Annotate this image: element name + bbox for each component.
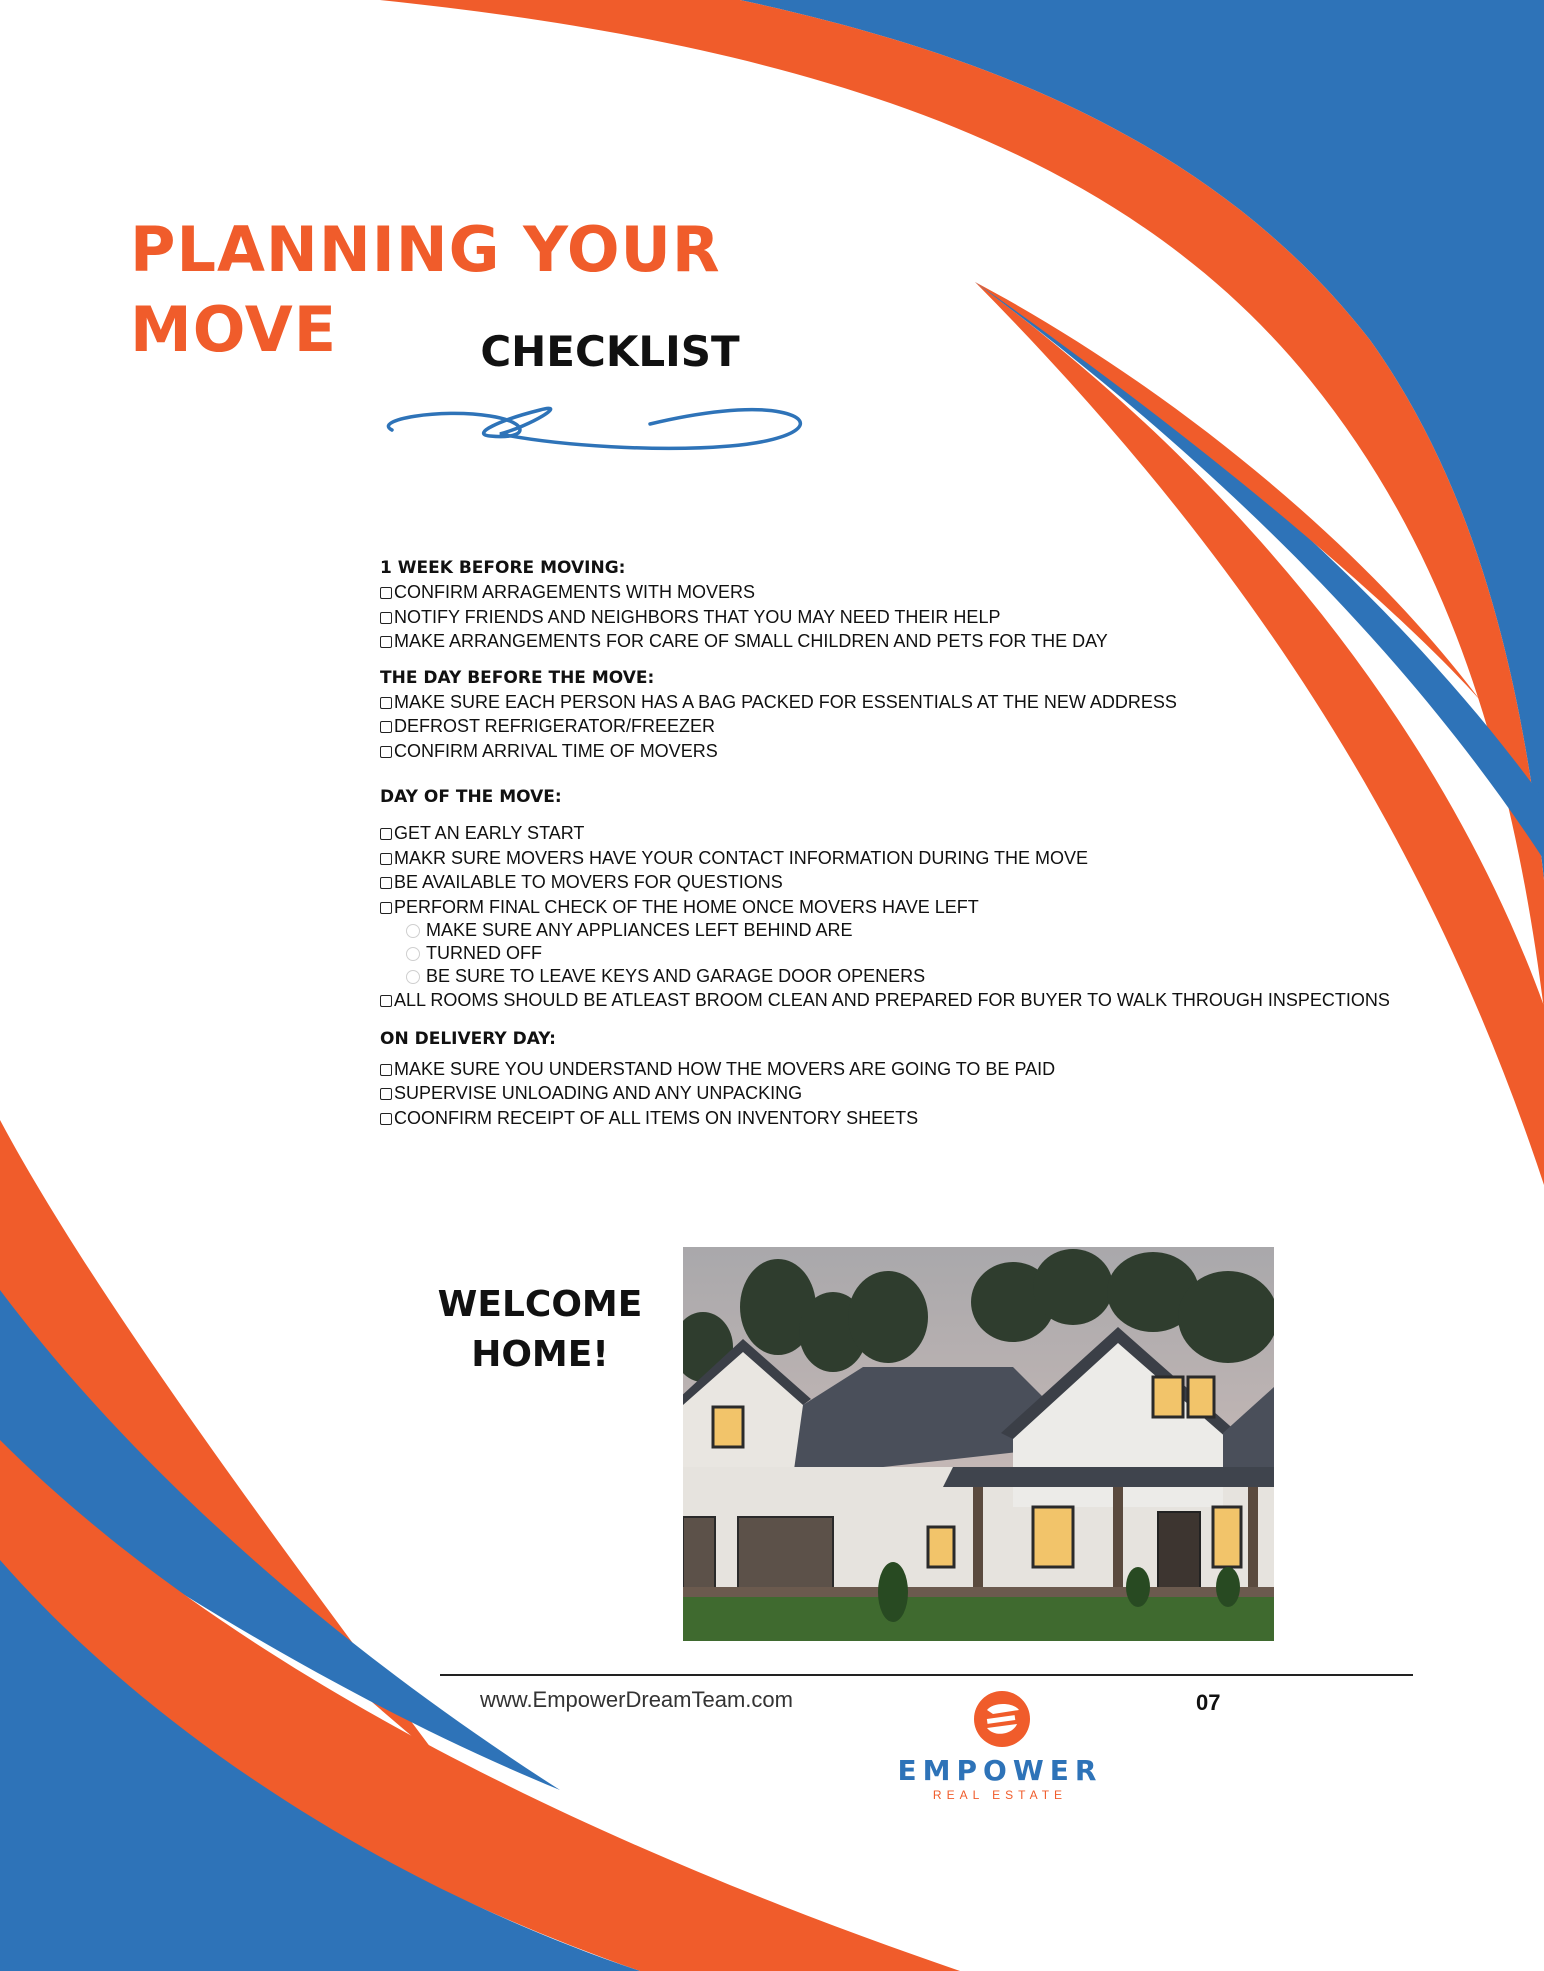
checkbox-icon[interactable] <box>380 995 392 1007</box>
checkbox-icon[interactable] <box>380 612 392 624</box>
empower-logo-icon <box>973 1690 1031 1748</box>
checklist-item[interactable]: CONFIRM ARRIVAL TIME OF MOVERS <box>380 739 1410 764</box>
section-day-before <box>380 666 1410 764</box>
checklist-item[interactable]: ALL ROOMS SHOULD BE ATLEAST BROOM CLEAN AND PREPARED FOR BUYER TO WALK THROUGH INSPECTIONS <box>380 988 1410 1013</box>
welcome-line-2: HOME! <box>471 1334 609 1375</box>
checkbox-icon[interactable] <box>380 877 392 889</box>
brand-name: EMPOWER <box>897 1754 1103 1787</box>
flourish-divider <box>380 390 830 462</box>
checkbox-icon[interactable] <box>380 902 392 914</box>
checkbox-icon[interactable] <box>380 1064 392 1076</box>
welcome-line-1: WELCOME <box>437 1284 643 1325</box>
section-heading: ON DELIVERY DAY: <box>380 1028 556 1049</box>
page-number: 07 <box>1196 1690 1221 1715</box>
porch-roof <box>943 1467 1274 1487</box>
section-day-of-move <box>380 785 1410 1013</box>
checklist-item[interactable]: DEFROST REFRIGERATOR/FREEZER <box>380 714 1410 739</box>
section-1-week-before <box>380 556 1410 654</box>
front-door <box>1158 1512 1200 1597</box>
checklist-item[interactable]: GET AN EARLY START <box>380 821 1410 846</box>
checklist-item[interactable]: MAKE SURE YOU UNDERSTAND HOW THE MOVERS ARE GOING TO BE PAID <box>380 1057 1410 1082</box>
section-heading: 1 WEEK BEFORE MOVING: <box>380 558 626 578</box>
website-link[interactable]: www.EmpowerDreamTeam.com <box>480 1687 793 1712</box>
section-heading: DAY OF THE MOVE: <box>380 787 562 807</box>
radio-circle-icon[interactable] <box>406 970 420 984</box>
checklist-subitem[interactable]: MAKE SURE ANY APPLIANCES LEFT BEHIND ARE <box>380 919 1410 942</box>
radio-circle-icon[interactable] <box>406 947 420 961</box>
section-delivery-day <box>380 1027 1410 1131</box>
garage-doors <box>683 1517 833 1592</box>
checklist-item[interactable]: MAKE ARRANGEMENTS FOR CARE OF SMALL CHILDREN AND PETS FOR THE DAY <box>380 629 1410 654</box>
checkbox-icon[interactable] <box>380 721 392 733</box>
checklist-item[interactable]: SUPERVISE UNLOADING AND ANY UNPACKING <box>380 1081 1410 1106</box>
checklist <box>380 556 1410 1130</box>
footer-divider <box>440 1674 1413 1676</box>
checkbox-icon[interactable] <box>380 1088 392 1100</box>
brand-subtitle: REAL ESTATE <box>932 1788 1068 1802</box>
checkbox-icon[interactable] <box>380 587 392 599</box>
welcome-text <box>420 1280 660 1380</box>
checkbox-icon[interactable] <box>380 1113 392 1125</box>
checkbox-icon[interactable] <box>380 636 392 648</box>
checkbox-icon[interactable] <box>380 746 392 758</box>
page-subtitle: CHECKLIST <box>480 327 740 376</box>
checklist-item[interactable]: BE AVAILABLE TO MOVERS FOR QUESTIONS <box>380 870 1410 895</box>
checklist-item[interactable]: MAKE SURE EACH PERSON HAS A BAG PACKED FOR ESSENTIALS AT THE NEW ADDRESS <box>380 690 1410 715</box>
checklist-item[interactable]: COONFIRM RECEIPT OF ALL ITEMS ON INVENTORY SHEETS <box>380 1106 1410 1131</box>
section-heading: THE DAY BEFORE THE MOVE: <box>380 667 655 688</box>
checklist-item[interactable]: PERFORM FINAL CHECK OF THE HOME ONCE MOVERS HAVE LEFT <box>380 895 1410 920</box>
checkbox-icon[interactable] <box>380 853 392 865</box>
checklist-subitem[interactable]: TURNED OFF <box>380 942 1410 965</box>
checklist-subitem[interactable]: BE SURE TO LEAVE KEYS AND GARAGE DOOR OPENERS <box>380 965 1410 988</box>
checkbox-icon[interactable] <box>380 828 392 840</box>
checklist-item[interactable]: NOTIFY FRIENDS AND NEIGHBORS THAT YOU MAY NEED THEIR HELP <box>380 605 1410 630</box>
checklist-item[interactable]: MAKR SURE MOVERS HAVE YOUR CONTACT INFORMATION DURING THE MOVE <box>380 846 1410 871</box>
checklist-item[interactable]: CONFIRM ARRAGEMENTS WITH MOVERS <box>380 580 1410 605</box>
page-title: PLANNING YOUR MOVE <box>130 213 721 366</box>
radio-circle-icon[interactable] <box>406 924 420 938</box>
checkbox-icon[interactable] <box>380 697 392 709</box>
lawn <box>683 1597 1274 1641</box>
house-photo <box>683 1247 1274 1641</box>
